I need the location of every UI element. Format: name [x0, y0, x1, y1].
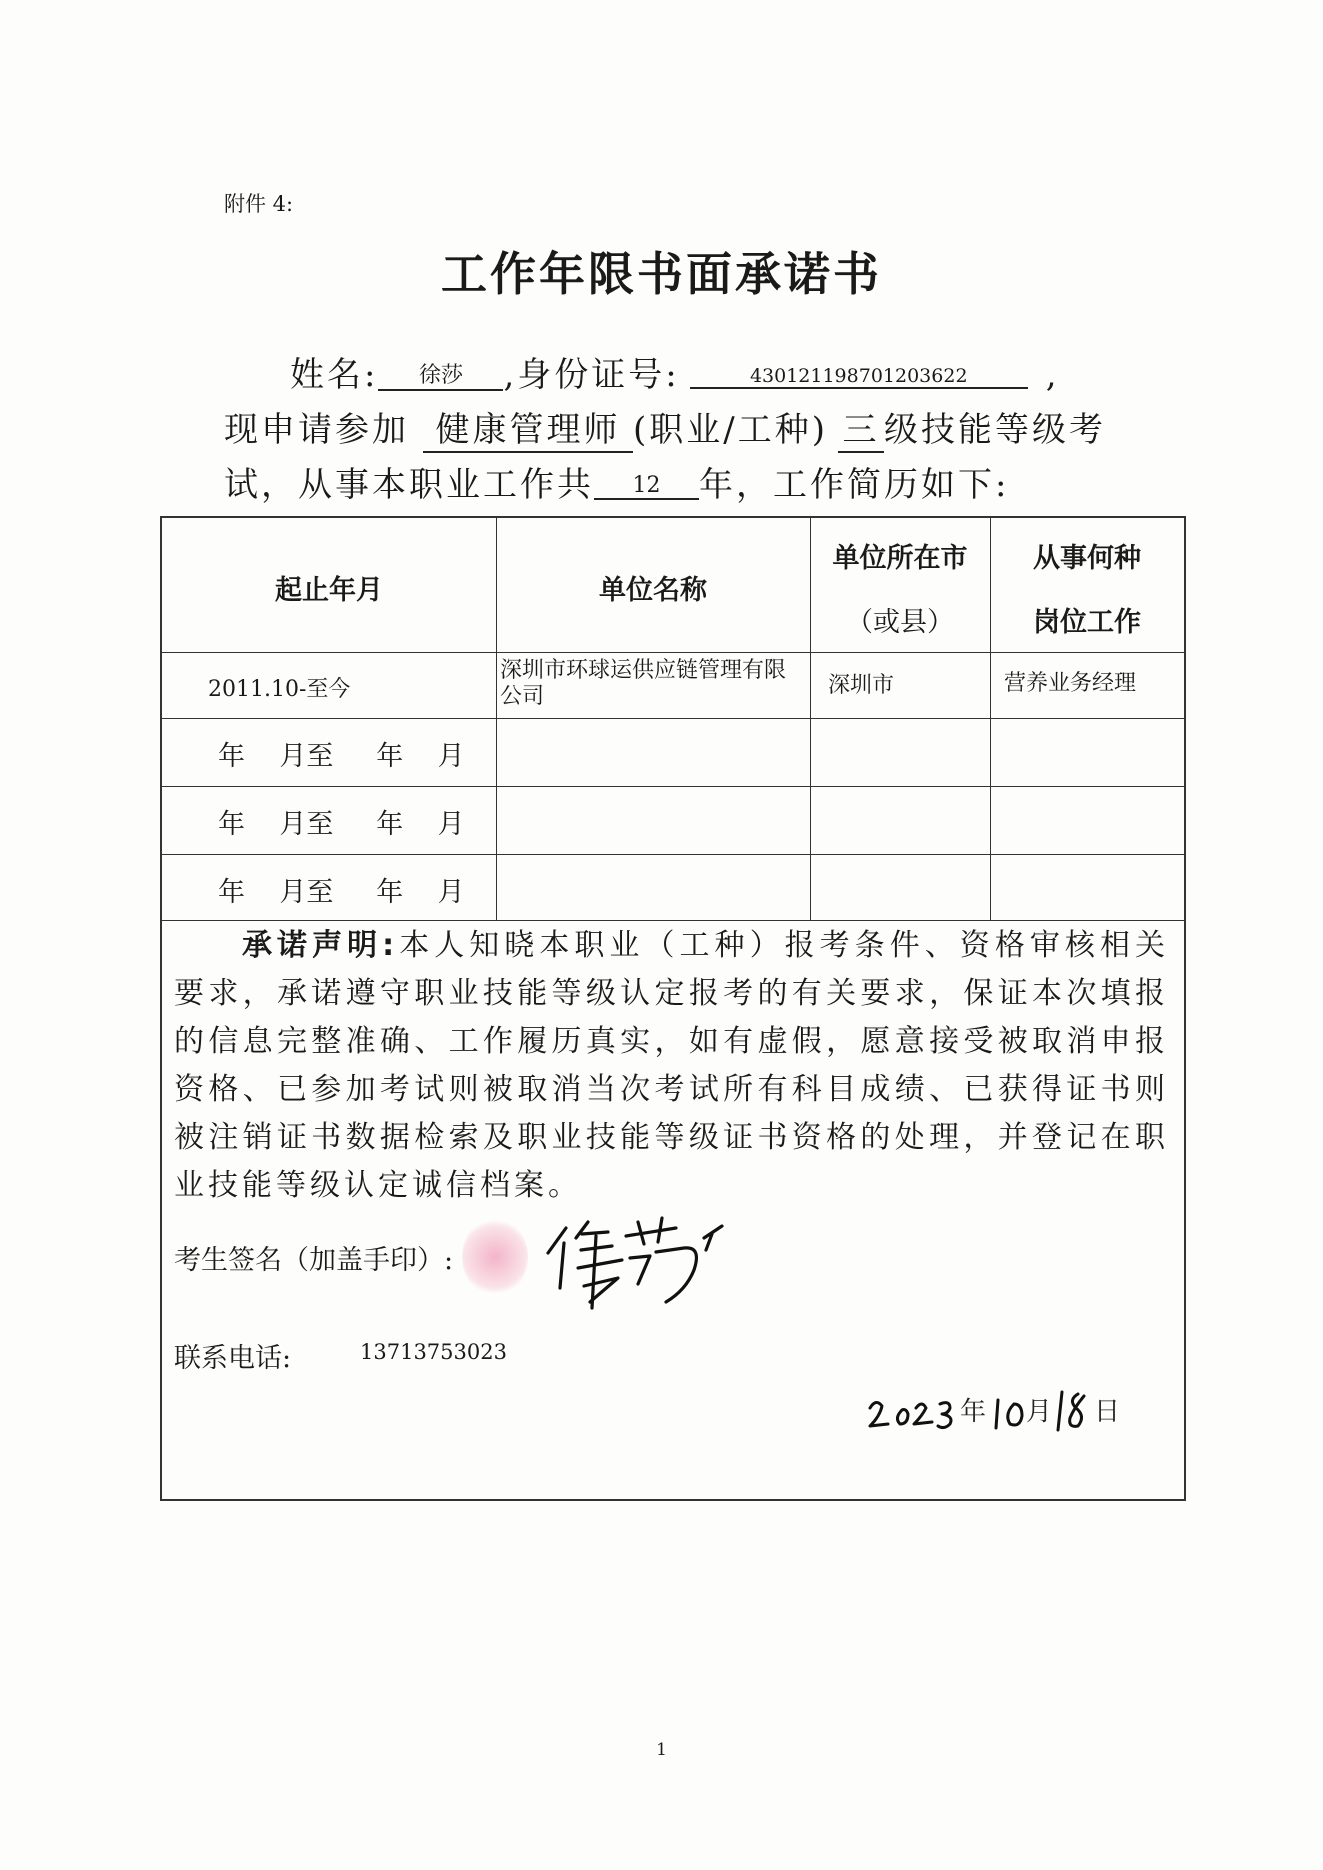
header-city-line2: （或县） [846, 607, 954, 638]
occupation-field: 健康管理师 [423, 402, 633, 453]
row-divider [162, 786, 1184, 787]
row-divider [162, 652, 1184, 653]
id-label: ,身份证号: [503, 355, 680, 395]
row-4-period: 年 月至 年 月 [218, 877, 465, 908]
name-label: 姓名: [290, 355, 379, 395]
intro-line-3 [224, 457, 1009, 506]
handwritten-date [862, 1378, 1142, 1442]
column-divider [810, 518, 811, 920]
row-3-period: 年 月至 年 月 [218, 809, 465, 840]
phone-label: 联系电话: [174, 1343, 292, 1374]
page-number: 1 [656, 1740, 667, 1760]
level-suffix: 级技能等级考 [883, 410, 1106, 450]
name-field: 徐莎 [378, 358, 503, 391]
row-1-job: 营养业务经理 [1004, 671, 1137, 696]
header-unit-name: 单位名称 [599, 575, 707, 606]
years-suffix: 年，工作简历如下: [699, 465, 1010, 505]
column-divider [990, 518, 991, 920]
header-job-line2: 岗位工作 [1033, 607, 1141, 638]
handwritten-signature [526, 1198, 826, 1318]
id-tail: , [1045, 355, 1060, 395]
work-history-form [160, 516, 1186, 1501]
svg-text:月: 月 [1026, 1397, 1053, 1427]
attachment-label: 附件 4: [224, 192, 294, 216]
id-number-field: 430121198701203622 [690, 365, 1028, 389]
svg-text:日: 日 [1094, 1397, 1121, 1427]
years-prefix: 试，从事本职业工作共 [224, 465, 594, 505]
fingerprint-stamp [462, 1218, 528, 1296]
occupation-suffix: (职业/工种) [633, 410, 828, 450]
svg-text:年: 年 [960, 1397, 987, 1427]
pledge-text: 本人知晓本职业（工种）报考条件、资格审核相关要求，承诺遵守职业技能等级认定报考的有关要求，保证本次填报的信息完整准确、工作履历真实，如有虚假，愿意接受被取消申报资格、已参加考试则被取消当次考试所有科目成绩、已获得证书则被注销证书数据检索及职业技能等级证书资格的处理，并登记在职业技能等级认定诚信档案。 [174, 928, 1170, 1203]
pledge-label: 承诺声明: [242, 928, 399, 963]
signature-label: 考生签名（加盖手印）: [174, 1245, 454, 1276]
row-1-unit: 深圳市环球运供应链管理有限公司 [500, 658, 787, 709]
header-period: 起止年月 [275, 575, 383, 606]
header-city-line1: 单位所在市 [832, 543, 968, 574]
phone-value: 13713753023 [360, 1340, 507, 1364]
years-field: 12 [594, 473, 699, 500]
document-title: 工作年限书面承诺书 [441, 247, 882, 301]
level-field: 三 [838, 402, 884, 453]
apply-label: 现申请参加 [224, 410, 409, 450]
header-job-line1: 从事何种 [1033, 543, 1141, 574]
row-divider [162, 854, 1184, 855]
row-2-period: 年 月至 年 月 [218, 741, 465, 772]
row-1-city: 深圳市 [828, 673, 895, 698]
table-bottom-line [162, 920, 1184, 921]
row-1-period: 2011.10-至今 [208, 677, 351, 702]
pledge-statement [174, 922, 1169, 1210]
row-divider [162, 718, 1184, 719]
intro-line-1 [290, 347, 1060, 396]
intro-line-2 [224, 402, 1106, 453]
